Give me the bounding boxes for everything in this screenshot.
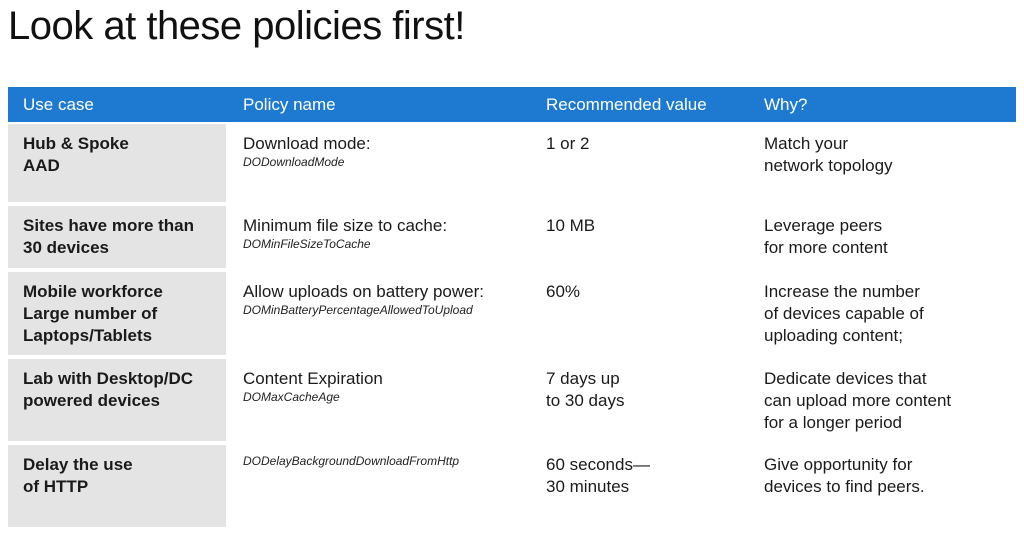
policy-label: Content Expiration (243, 369, 383, 388)
recommended-value: 60 seconds— 30 minutes (546, 455, 650, 496)
why-text: Increase the number of devices capable of uploading content; (764, 282, 924, 345)
policy-label: Download mode: (243, 134, 371, 153)
use-case-text: Mobile workforce Large number of Laptops/Tablets (23, 282, 163, 345)
table-row (8, 359, 1016, 441)
policies-table (8, 87, 1016, 527)
policy-key: DODelayBackgroundDownloadFromHttp (243, 454, 460, 468)
table-header (8, 87, 1016, 122)
why-text: Leverage peers for more content (764, 216, 888, 257)
policy-label: Minimum file size to cache: (243, 216, 448, 235)
policy-key: DOMinBatteryPercentageAllowedToUpload (243, 303, 473, 317)
recommended-value: 1 or 2 (546, 134, 590, 153)
header-policy-name: Policy name (243, 95, 336, 114)
policy-key: DOMaxCacheAge (243, 390, 340, 404)
why-text: Dedicate devices that can upload more content for a longer period (764, 369, 952, 432)
policy-cell (243, 368, 383, 405)
use-case-text: Sites have more than 30 devices (23, 216, 195, 257)
why-text: Give opportunity for devices to find peers. (764, 455, 925, 496)
recommended-value: 60% (546, 282, 581, 301)
policy-cell (243, 133, 371, 170)
table-row (8, 206, 1016, 268)
header-use-case: Use case (23, 95, 94, 114)
policy-cell (243, 281, 484, 318)
use-case-text: Lab with Desktop/DC powered devices (23, 369, 194, 410)
policy-cell (243, 454, 459, 469)
policy-cell (243, 215, 447, 252)
recommended-value: 7 days up to 30 days (546, 369, 625, 410)
table-row (8, 124, 1016, 202)
policy-key: DOMinFileSizeToCache (243, 237, 371, 251)
header-why: Why? (764, 95, 808, 114)
table-row (8, 445, 1016, 527)
use-case-text: Hub & Spoke AAD (23, 134, 129, 175)
page-title: Look at these policies first! (8, 4, 465, 48)
header-recommended-value: Recommended value (546, 95, 707, 114)
table-row (8, 272, 1016, 355)
recommended-value: 10 MB (546, 216, 596, 235)
policy-label: Allow uploads on battery power: (243, 282, 484, 301)
use-case-text: Delay the use of HTTP (23, 455, 133, 496)
why-text: Match your network topology (764, 134, 893, 175)
policy-key: DODownloadMode (243, 155, 345, 169)
